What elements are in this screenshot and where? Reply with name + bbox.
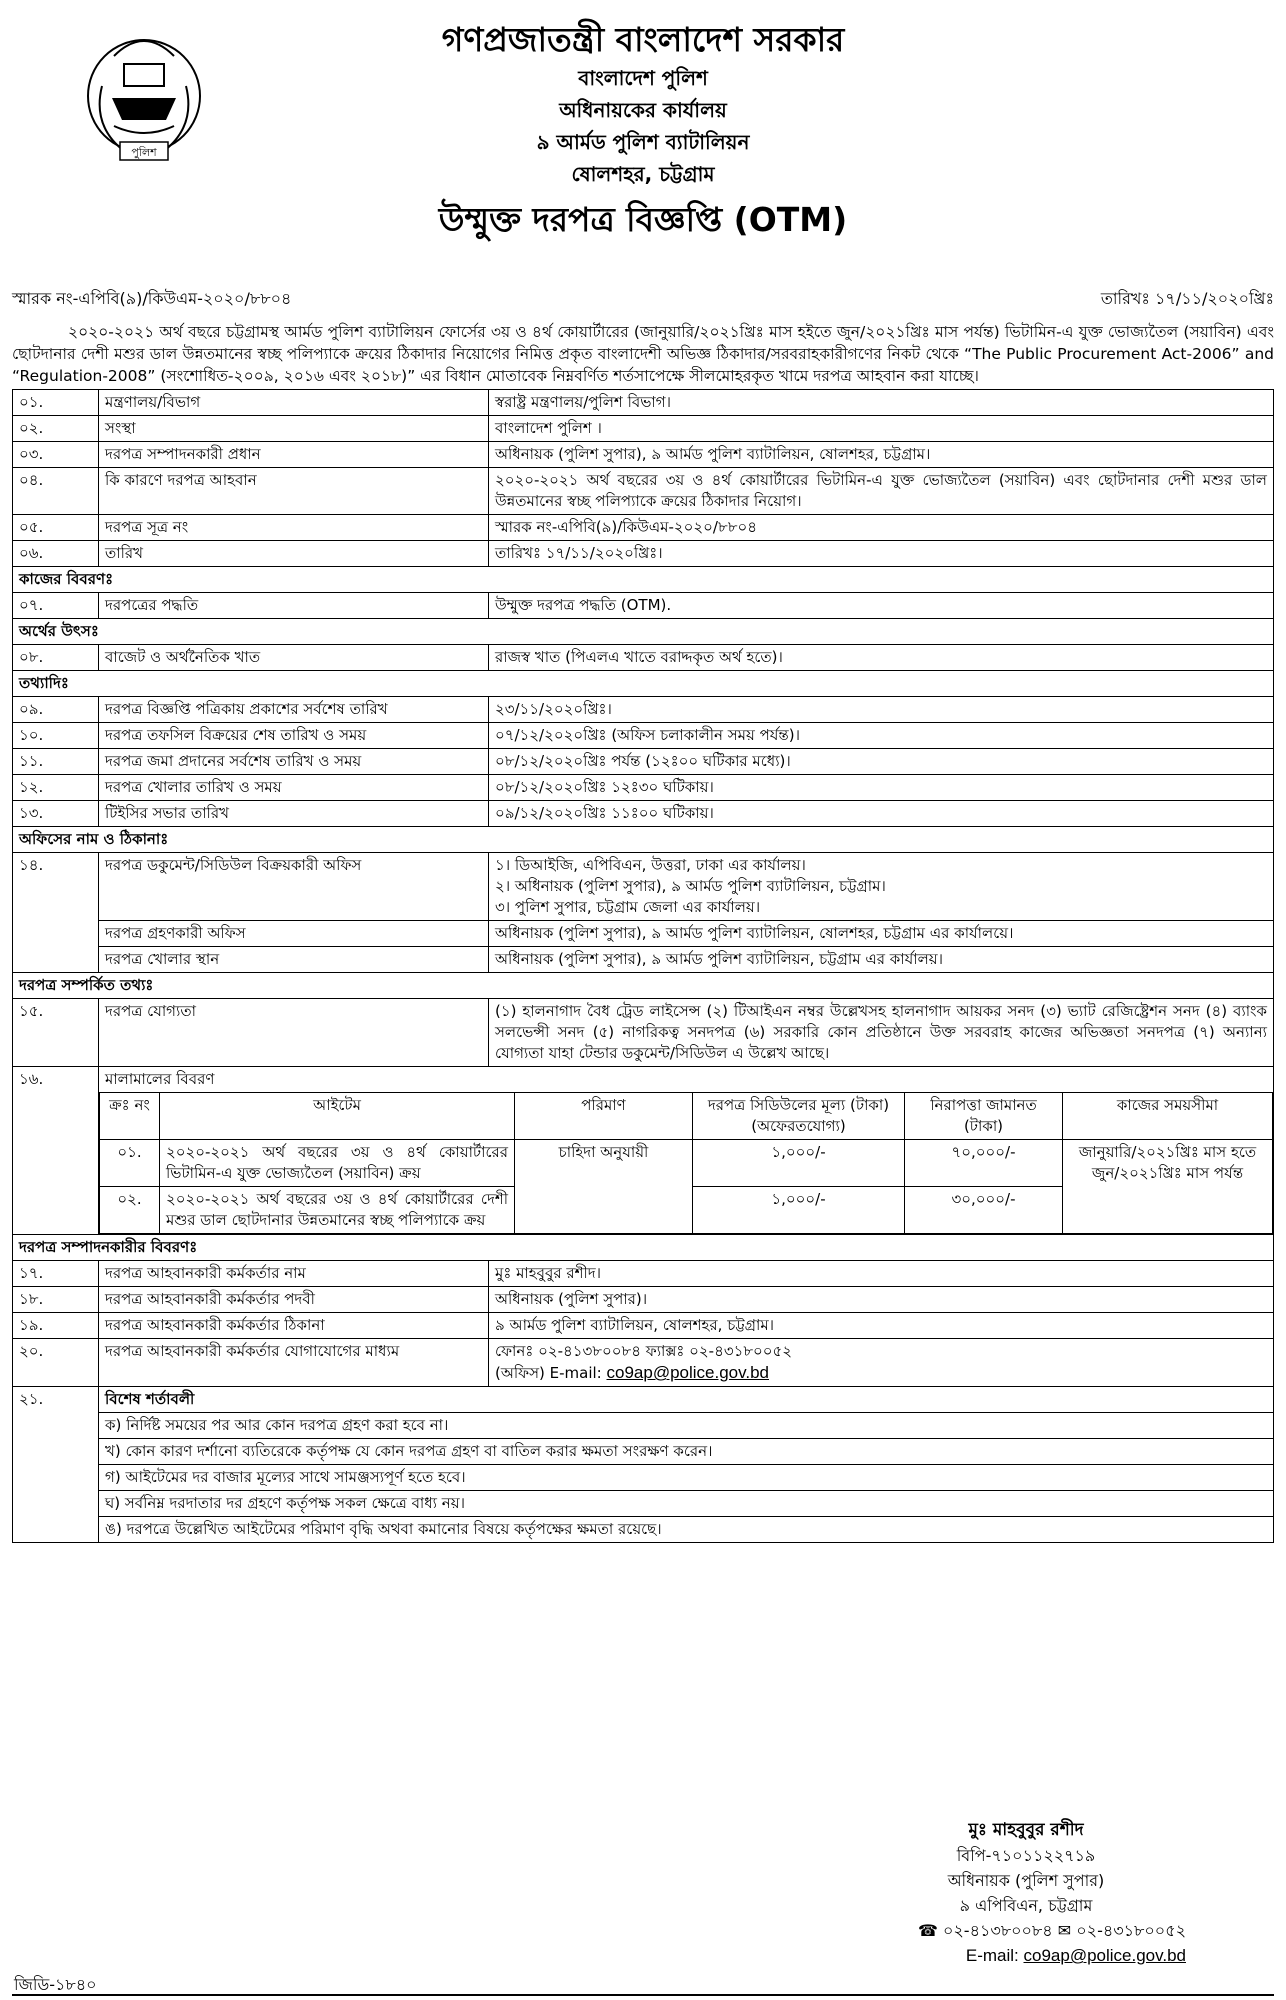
signature-block	[866, 1818, 1186, 1968]
svg-text:পুলিশ: পুলিশ	[131, 146, 157, 159]
work-period: জানুয়ারি/২০২১খ্রিঃ মাস হতে জুন/২০২১খ্রিঃ মাস পর্যন্ত	[1063, 1140, 1273, 1234]
signer-bp: বিপি-৭১০১১২২৭১৯	[956, 1846, 1096, 1865]
bottom-rule	[12, 1994, 1274, 1996]
memo-date: তারিখঃ ১৭/১১/২০২০খ্রিঃ	[1100, 289, 1274, 308]
table-row: ২১. বিশেষ শর্তাবলী	[13, 1387, 1274, 1413]
table-row: ১০. দরপত্র তফসিল বিক্রয়ের শেষ তারিখ ও সময় ০৭/১২/২০২০খ্রিঃ (অফিস চলাকালীন সময় পর্যন্ত)।	[13, 723, 1274, 749]
section-heading: অফিসের নাম ও ঠিকানাঃ	[13, 827, 1274, 853]
signer-email-label: E-mail:	[965, 1946, 1019, 1965]
header-line-2: অধিনায়কের কার্যালয়	[559, 98, 727, 122]
table-row: ১৯. দরপত্র আহবানকারী কর্মকর্তার ঠিকানা ৯ আর্মড পুলিশ ব্যাটালিয়ন, ষোলশহর, চট্টগ্রাম।	[13, 1313, 1274, 1339]
table-row: ১৬. মালামালের বিবরণ ক্রঃ নং আইটেম পরিমাণ দরপত্র সিডিউলের মূল্য (টাকা) (অফেরতযোগ্য) নিরাপত্তা জামানত (টাকা) কাজের সময়সীমা ০১. ২০২০-২০২১ অর্থ বছরের ৩য় ও ৪র্থ কোয়ার্টারের ভিটামিন-এ যুক্ত ভোজ্যতৈল (সয়াবিন) ক্রয় চাহিদা অনুযায়ী ১,০০০/- ৭০,০০০/- জানুয়ারি/২০২১খ্রিঃ মাস হতে জুন/২০২১খ্রিঃ মাস পর্যন্ত ০২. ২০২০-২০২১ অর্থ বছরের ৩য় ও ৪র্থ কোয়ার্টারের দেশী মশুর ডাল ছোটদানার উন্নতমানের স্বচ্ছ পলিপ্যাকে ক্রয় ১,০০০/- ৩০,০০০/-	[13, 1067, 1274, 1235]
item-quantity: চাহিদা অনুযায়ী	[515, 1140, 693, 1234]
signer-name: মুঃ মাহবুবুর রশীদ	[968, 1820, 1084, 1840]
section-heading: তথ্যাদিঃ	[13, 671, 1274, 697]
contact-phone: ফোনঃ ০২-৪১৩৮০০৮৪ ফ্যাক্সঃ ০২-৪৩১৮০০৫২	[495, 1342, 793, 1360]
notice-title: উম্মুক্ত দরপত্র বিজ্ঞপ্তি (OTM)	[438, 200, 848, 239]
signer-unit: ৯ এপিবিএন, চট্টগ্রাম	[959, 1896, 1093, 1915]
header-line-1: বাংলাদেশ পুলিশ	[578, 66, 708, 90]
memo-number: স্মারক নং-এপিবি(৯)/কিউএম-২০২০/৮৮০৪	[12, 289, 292, 308]
term-row: ঙ) দরপত্রে উল্লেখিত আইটেমের পরিমাণ বৃদ্ধি অথবা কমানোর বিষয়ে কর্তৃপক্ষের ক্ষমতা রয়েছে।	[13, 1517, 1274, 1543]
section-heading: অর্থের উৎসঃ	[13, 619, 1274, 645]
table-row: ০১. মন্ত্রণালয়/বিভাগ স্বরাষ্ট্র মন্ত্রণালয়/পুলিশ বিভাগ।	[13, 390, 1274, 416]
table-row: ০৮. বাজেট ও অর্থনৈতিক খাত রাজস্ব খাত (পিএলএ খাতে বরাদ্দকৃত অর্থ হতে)।	[13, 645, 1274, 671]
term-row: ঘ) সর্বনিম্ন দরদাতার দর গ্রহণে কর্তৃপক্ষ সকল ক্ষেত্রে বাধ্য নয়।	[13, 1491, 1274, 1517]
table-row: দরপত্র খোলার স্থান অধিনায়ক (পুলিশ সুপার), ৯ আর্মড পুলিশ ব্যাটালিয়ন, চট্টগ্রাম এর কার্যালয়।	[13, 947, 1274, 973]
item-row: ০১. ২০২০-২০২১ অর্থ বছরের ৩য় ও ৪র্থ কোয়ার্টারের ভিটামিন-এ যুক্ত ভোজ্যতৈল (সয়াবিন) ক্রয় চাহিদা অনুযায়ী ১,০০০/- ৭০,০০০/- জানুয়ারি/২০২১খ্রিঃ মাস হতে জুন/২০২১খ্রিঃ মাস পর্যন্ত	[100, 1140, 1273, 1187]
item-row: ০২. ২০২০-২০২১ অর্থ বছরের ৩য় ও ৪র্থ কোয়ার্টারের দেশী মশুর ডাল ছোটদানার উন্নতমানের স্বচ্ছ পলিপ্যাকে ক্রয় ১,০০০/- ৩০,০০০/-	[100, 1187, 1273, 1234]
header-line-3: ৯ আর্মড পুলিশ ব্যাটালিয়ন	[536, 130, 750, 154]
table-row: ০২. সংস্থা বাংলাদেশ পুলিশ ।	[13, 416, 1274, 442]
section-heading: দরপত্র সম্পর্কিত তথ্যঃ	[13, 973, 1274, 999]
table-row: ২০. দরপত্র আহবানকারী কর্মকর্তার যোগাযোগের মাধ্যম ফোনঃ ০২-৪১৩৮০০৮৪ ফ্যাক্সঃ ০২-৪৩১৮০০৫২ (অফিস) E-mail: co9ap@police.gov.bd	[13, 1339, 1274, 1387]
table-row: ০৪. কি কারণে দরপত্র আহবান ২০২০-২০২১ অর্থ বছরের ৩য় ও ৪র্থ কোয়ার্টারের ভিটামিন-এ যুক্ত ভোজ্যতৈল (সয়াবিন) এবং ছোটদানার দেশী মশুর ডাল উন্নতমানের স্বচ্ছ পলিপ্যাকে ক্রয়ের ঠিকাদার নিয়োগ।	[13, 468, 1274, 515]
table-row: ১৪. দরপত্র ডকুমেন্ট/সিডিউল বিক্রয়কারী অফিস ১। ডিআইজি, এপিবিএন, উত্তরা, ঢাকা এর কার্যালয়। ২। অধিনায়ক (পুলিশ সুপার), ৯ আর্মড পুলিশ ব্যাটালিয়ন, চট্টগ্রাম। ৩। পুলিশ সুপার, চট্টগ্রাম জেলা এর কার্যালয়।	[13, 853, 1274, 921]
table-row: দরপত্র গ্রহণকারী অফিস অধিনায়ক (পুলিশ সুপার), ৯ আর্মড পুলিশ ব্যাটালিয়ন, ষোলশহর, চট্টগ্রাম এর কার্যালয়ে।	[13, 921, 1274, 947]
table-row: ১২. দরপত্র খোলার তারিখ ও সময় ০৮/১২/২০২০খ্রিঃ ১২ঃ৩০ ঘটিকায়।	[13, 775, 1274, 801]
table-row: ০৫. দরপত্র সূত্র নং স্মারক নং-এপিবি(৯)/কিউএম-২০২০/৮৮০৪	[13, 515, 1274, 541]
term-row: ক) নির্দিষ্ট সময়ের পর আর কোন দরপত্র গ্রহণ করা হবে না।	[13, 1413, 1274, 1439]
table-row: ১১. দরপত্র জমা প্রদানের সর্বশেষ তারিখ ও সময় ০৮/১২/২০২০খ্রিঃ পর্যন্ত (১২ঃ০০ ঘটিকার মধ্যে)।	[13, 749, 1274, 775]
signer-phone: ০২-৪১৩৮০০৮৪ ✉ ০২-৪৩১৮০০৫২	[942, 1921, 1186, 1940]
gd-number: জিডি-১৮৪০	[14, 1975, 97, 1994]
phone-icon: ☎	[917, 1921, 943, 1940]
tender-details-table	[12, 389, 1274, 1543]
table-row: ১৮. দরপত্র আহবানকারী কর্মকর্তার পদবী অধিনায়ক (পুলিশ সুপার)।	[13, 1287, 1274, 1313]
contact-office-label: (অফিস) E-mail:	[495, 1364, 602, 1382]
table-row: ১৫. দরপত্র যোগ্যতা (১) হালনাগাদ বৈধ ট্রেড লাইসেন্স (২) টিআইএন নম্বর উল্লেখসহ হালনাগাদ আয়কর সনদ (৩) ভ্যাট রেজিষ্ট্রেশন সনদ (৪) ব্যাংক সলভেন্সী সনদ (৫) নাগরিকত্ব সনদপত্র (৬) সরকারি কোন প্রতিষ্ঠানে উক্ত সরবরাহ কাজের অভিজ্ঞতা সনদপত্র (৭) অন্যান্য যোগ্যতা যাহা টেন্ডার ডকুমেন্ট/সিডিউল এ উল্লেখ আছে।	[13, 999, 1274, 1067]
sales-office-3: ৩। পুলিশ সুপার, চট্টগ্রাম জেলা এর কার্যালয়।	[495, 898, 761, 916]
items-label: মালামালের বিবরণ	[105, 1070, 215, 1088]
items-table	[99, 1092, 1273, 1234]
table-row: ০৭. দরপত্রের পদ্ধতি উম্মুক্ত দরপত্র পদ্ধতি (OTM).	[13, 593, 1274, 619]
items-header-row: ক্রঃ নং আইটেম পরিমাণ দরপত্র সিডিউলের মূল্য (টাকা) (অফেরতযোগ্য) নিরাপত্তা জামানত (টাকা) কাজের সময়সীমা	[100, 1093, 1273, 1140]
table-row: ১৩. টিইসির সভার তারিখ ০৯/১২/২০২০খ্রিঃ ১১ঃ০০ ঘটিকায়।	[13, 801, 1274, 827]
intro-paragraph: ২০২০-২০২১ অর্থ বছরে চট্টগ্রামস্থ আর্মড পুলিশ ব্যাটালিয়ন ফোর্সের ৩য় ও ৪র্থ কোয়ার্টারের (জানুয়ারি/২০২১খ্রিঃ মাস হইতে জুন/২০২১খ্রিঃ মাস পর্যন্ত) ভিটামিন-এ যুক্ত ভোজ্যতৈল (সয়াবিন) এবং ছোটদানার দেশী মশুর ডাল উন্নতমানের স্বচ্ছ পলিপ্যাকে ক্রয়ের ঠিকাদার নিয়োগের নিমিত্ত প্রকৃত বাংলাদেশী অভিজ্ঞ ঠিকাদার/সরবরাহকারীগণের নিকট থেকে “The Public Procurement Act-2006” and “Regulation-2008” (সংশোধিত-২০০৯, ২০১৬ এবং ২০১৮)” এর বিধান মোতাবেক নিম্নবর্ণিত শর্তসাপেক্ষে সীলমোহরকৃত খামে দরপত্র আহবান করা যাচ্ছে।	[12, 323, 1274, 385]
sales-office-1: ১। ডিআইজি, এপিবিএন, উত্তরা, ঢাকা এর কার্যালয়।	[495, 856, 806, 874]
term-row: গ) আইটেমের দর বাজার মূল্যের সাথে সামঞ্জস্যপূর্ণ হতে হবে।	[13, 1465, 1274, 1491]
term-row: খ) কোন কারণ দর্শানো ব্যতিরেকে কর্তৃপক্ষ যে কোন দরপত্র গ্রহণ বা বাতিল করার ক্ষমতা সংরক্ষণ করেন।	[13, 1439, 1274, 1465]
table-row: ০৯. দরপত্র বিজ্ঞপ্তি পত্রিকায় প্রকাশের সর্বশেষ তারিখ ২৩/১১/২০২০খ্রিঃ।	[13, 697, 1274, 723]
government-title: গণপ্রজাতন্ত্রী বাংলাদেশ সরকার	[441, 20, 845, 59]
signer-email-link[interactable]: co9ap@police.gov.bd	[1023, 1946, 1186, 1965]
signer-designation: অধিনায়ক (পুলিশ সুপার)	[947, 1871, 1105, 1890]
notice-header	[12, 10, 1274, 272]
table-row: ১৭. দরপত্র আহবানকারী কর্মকর্তার নাম মুঃ মাহবুবুর রশীদ।	[13, 1261, 1274, 1287]
table-row: ০৬. তারিখ তারিখঃ ১৭/১১/২০২০খ্রিঃ।	[13, 541, 1274, 567]
contact-email-link[interactable]: co9ap@police.gov.bd	[606, 1363, 769, 1382]
section-heading: কাজের বিবরণঃ	[13, 567, 1274, 593]
section-heading: দরপত্র সম্পাদনকারীর বিবরণঃ	[13, 1235, 1274, 1261]
table-row: ০৩. দরপত্র সম্পাদনকারী প্রধান অধিনায়ক (পুলিশ সুপার), ৯ আর্মড পুলিশ ব্যাটালিয়ন, ষোলশহর, চট্টগ্রাম।	[13, 442, 1274, 468]
sales-office-2: ২। অধিনায়ক (পুলিশ সুপার), ৯ আর্মড পুলিশ ব্যাটালিয়ন, চট্টগ্রাম।	[495, 877, 886, 895]
header-line-4: ষোলশহর, চট্টগ্রাম	[571, 162, 715, 186]
